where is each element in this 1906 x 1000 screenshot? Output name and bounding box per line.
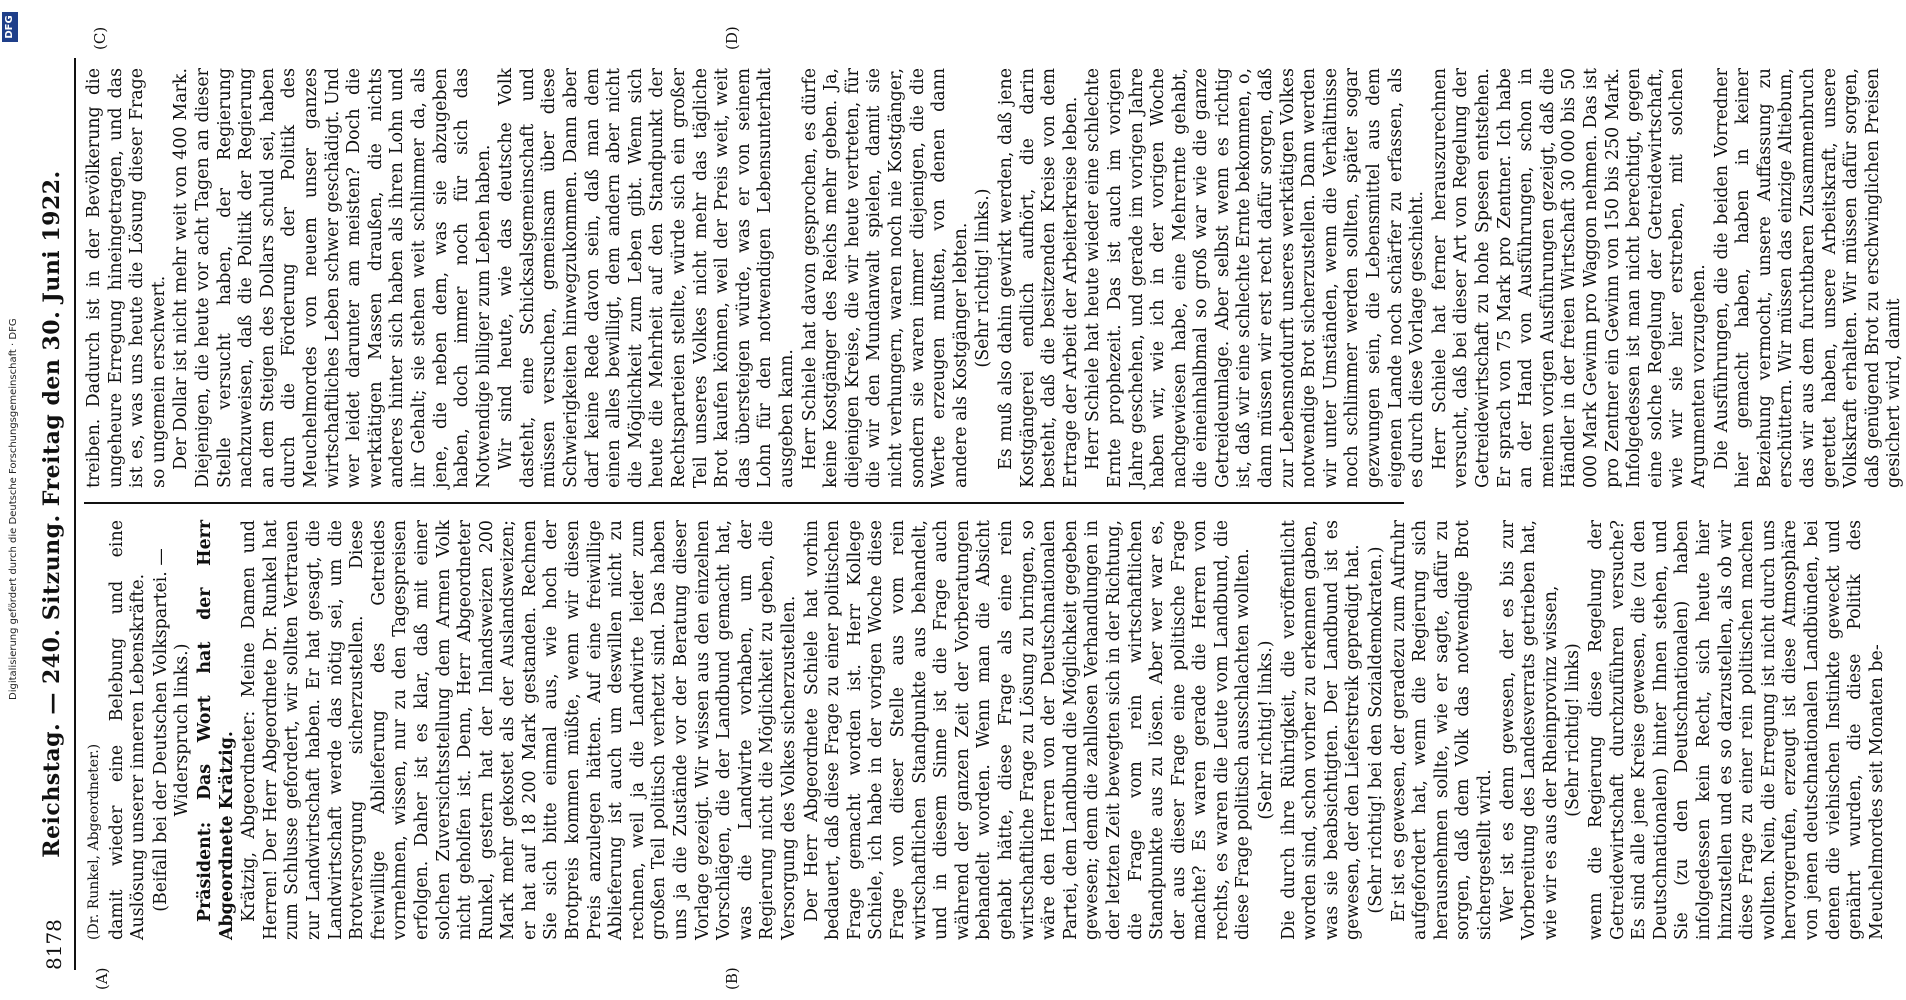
paragraph: Wer ist es denn gewesen, der es bis zur Vorbereitung des Landesverrats getrieben hat, wie wir es aus der Rheinprovinz wissen, [1497, 520, 1561, 940]
column-right [84, 68, 1905, 488]
interjection: (Sehr richtig! links.) [973, 188, 994, 368]
paragraph: Herr Schiele hat ferner herauszurechnen versucht, daß bei dieser Art von Regelung der Getreidewirtschaft zu hohe Spesen entstehen. Er sprach von 75 Mark pro Zentner. Ich habe an der Hand von Ausführungen, schon in meinen vorigen Ausführungen gezeigt, daß die Händler in der freien Wirtschaft 30 000 bis 50 000 Mark Gewinn pro Waggon nehmen. Das ist pro Zentner ein Gewinn von 150 bis 250 Mark. Infolgedessen ist man nicht berechtigt, gegen eine solche Regelung der Getreidewirtschaft, wie wir sie hier erstreben, mit solchen Argumenten vorzugehen. [1429, 68, 1709, 488]
paragraph: Er ist es gewesen, der geradezu zum Aufruhr aufgefordert hat, wenn die Regierung sich herausnehmen sollte, wie er sagte, dafür zu sorgen, daß dem Volk das notwendige Brot sichergestellt wird. [1388, 520, 1495, 940]
paragraph: treiben. Dadurch ist in der Bevölkerung die ungeheure Erregung hineingetragen, und das ist es, was uns heute die Lösung dieser Frage so ungemein erschwert. [84, 68, 169, 488]
page-header [38, 58, 76, 970]
speech-opening: Krätzig, Abgeordneter: Meine Damen und Herren! Der Herr Abgeordnete Dr. Runkel hat zum Schlusse gefordert, wir sollten Vertrauen zur Landwirtschaft haben. Er hat gesagt, die Landwirtschaft werde das nötig sei, um die Brotversorgung sicherzustellen. Diese freiwillige Ablieferung des Getreides vornehmen, wissen, nur zu den Tagespreisen erfolgen. Daher ist es klar, daß mit einer solchen Zuversichtsstellung dem Armen Volk nicht geholfen ist. Denn, Herr Abgeordneter Runkel, gestern hat der Inlandsweizen 200 Mark mehr gekostet als der Auslandsweizen; er hat auf 18 200 Mark gestanden. Rechnen Sie sich bitte einmal aus, wie hoch der Brotpreis kommen müßte, wenn wir diesen Preis anzulegen hätten. Auf eine freiwillige Ablieferung ist auch um deswillen nicht zu rechnen, weil ja die Landwirte leider zum großen Teil politisch verhetzt sind. Das haben uns ja die Zustände vor der Beratung dieser Vorlage gezeigt. Wir wissen aus den einzelnen Vorschlägen, die der Landbund gemacht hat, was die Landwirte vorhaben, um der Regierung nicht die Möglichkeit zu geben, die Versorgung des Volkes sicherzustellen. [239, 520, 799, 940]
digitization-credit: Digitalisierung gefördert durch die Deutsche Forschungsgemeinschaft · DFG [8, 318, 19, 700]
paragraph: Die durch ihre Rührigkeit, die veröffentlicht worden sind, schon vorher zu erkennen gaben, was sie beabsichtigten. Der Landbund ist es gewesen, der den Lieferstreik gepredigt hat. [1278, 520, 1364, 940]
column-divider [84, 503, 1404, 505]
paragraph: Es muß also dahin gewirkt werden, daß jene Kostgängerei endlich aufhört, die darin besteht, daß die besitzenden Kreise von dem Ertrage der Arbeit der Arbeiterkreise leben. [995, 68, 1081, 488]
president-remark: Präsident: Das Wort hat der Herr Abgeordnete Krätzig. [194, 520, 237, 940]
interjection: (Beifall bei der Deutschen Volkspartei. — Widerspruch links.) [150, 548, 193, 912]
column-left [84, 520, 1887, 940]
paragraph: damit wieder eine Belebung und eine Auslösung unserer inneren Lebenskräfte. [106, 520, 149, 940]
interjection: (Sehr richtig! links) [1563, 643, 1584, 817]
margin-label-b: (B) [723, 967, 741, 990]
paragraph: wenn die Regierung diese Regelung der Getreidewirtschaft durchzuführen versuche? Es sind alle jene Kreise gewesen, die (zu den Deutschnationalen) hinter Ihnen stehen, und Sie (zu den Deutschnationalen) haben infolgedessen kein Recht, sich heute hier hinzustellen und es so darzustellen, als ob wir diese Frage zu einer rein politischen machen wollten. Nein, die Erregung ist nicht durch uns hervorgerufen, erzeugt ist diese Atmosphäre von jenen deutschnationalen Landbünden, bei denen die viehischen Instinkte geweckt und genährt wurden, die diese Politik des Meuchelmordes seit Monaten be- [1585, 520, 1887, 940]
interjection: (Sehr richtig! bei den Sozialdemokraten.) [1366, 546, 1387, 914]
interjection: (Sehr richtig! links.) [1256, 640, 1277, 820]
page-title: Reichstag. — 240. Sitzung. Freitag den 30. Juni 1922. [39, 170, 65, 858]
margin-label-d: (D) [723, 26, 741, 50]
margin-label-a: (A) [93, 967, 111, 990]
dfg-logo: DFG [2, 12, 18, 42]
margin-label-c: (C) [91, 26, 109, 50]
paragraph: Herr Schiele hat heute wieder eine schlechte Ernte prophezeit. Das ist auch im vorigen Jahre geschehen, und gerade im vorigen Jahre haben wir, wie ich in der vorigen Woche nachgewiesen habe, eine Mehrernte gehabt, die eineinhalbmal so groß war wie die ganze Getreideumlage. Aber selbst wenn es richtig ist, daß wir eine schlechte Ernte bekommen, o, dann müssen wir erst recht dafür sorgen, daß zur Lebensnotdurft unseres werktätigen Volkes notwendige Brot sicherzustellen. Dann werden wir unter Umständen, wenn die Verhältnisse noch schlimmer werden sollten, später sogar gezwungen sein, die Lebensmittel aus dem eigenen Lande noch schärfer zu erfassen, als es durch diese Vorlage geschieht. [1083, 68, 1428, 488]
paragraph: Der Herr Abgeordnete Schiele hat vorhin bedauert, daß diese Frage zu einer politischen Frage gemacht worden ist. Herr Kollege Schiele, ich habe in der vorigen Woche diese Frage von dieser Stelle aus vom rein wirtschaftlichen Standpunkte aus behandelt, und in diesem Sinne ist die Frage auch während der ganzen Zeit der Vorberatungen behandelt worden. Wenn man die Absicht gehabt hätte, diese Frage als eine rein wirtschaftliche Frage zu Lösung zu bringen, so wäre den Herren von der Deutschnationalen Partei, dem Landbund die Möglichkeit gegeben gewesen; denn die zahllosen Verhandlungen in der letzten Zeit bewegten sich in der Richtung, die Frage vom rein wirtschaftlichen Standpunkte aus zu lösen. Aber wer war es, der aus dieser Frage eine politische Frage machte? Es waren gerade die Herren von rechts, es waren die Leute vom Landbund, die diese Frage politisch ausschlachten wollten. [801, 520, 1254, 940]
paragraph: Herr Schiele hat davon gesprochen, es dürfe keine Kostgänger des Reichs mehr geben. Ja, diejenigen Kreise, die wir heute vertreten, für die wir den Mundanwalt spielen, damit sie nicht verhungern, waren noch nie Kostgänger, sondern sie waren immer diejenigen, die die Werte erzeugen mußten, von denen dann andere als Kostgänger lebten. [799, 68, 971, 488]
paragraph: Der Dollar ist nicht mehr weit von 400 Mark. Diejenigen, die heute vor acht Tagen an dieser Stelle versucht haben, der Regierung nachzuweisen, daß die Politik der Regierung an dem Steigen des Dollars schuld sei, haben durch die Förderung der Politik des Meuchelmordes von neuem unser ganzes wirtschaftliches Leben schwer geschädigt. Und wer leidet darunter am meisten? Doch die werktätigen Massen draußen, die nichts anderes hinter sich haben als ihren Lohn und ihr Gehalt; sie stehen weit schlimmer da, als jene, die neben dem, was sie abzugeben haben, doch immer noch für sich das Notwendige billiger zum Leben haben. [171, 68, 494, 488]
page-number: 8178 [42, 919, 66, 970]
running-speaker: (Dr. Runkel, Abgeordneter.) [86, 743, 102, 940]
paragraph: Wir sind heute, wie das deutsche Volk dasteht, eine Schicksalsgemeinschaft und müssen versuchen, gemeinsam über diese Schwierigkeiten hinwegzukommen. Dann aber darf keine Rede davon sein, daß man dem einen alles bewilligt, dem andern aber nicht die Möglichkeit zum Leben gibt. Wenn sich heute die Mehrheit auf den Standpunkt der Rechtsparteien stellte, würde sich ein großer Teil unseres Volkes nicht mehr das tägliche Brot kaufen können, weil der Preis weit, weit das übersteigen würde, was er von seinem Lohn für den notwendigen Lebensunterhalt ausgeben kann. [496, 68, 797, 488]
paragraph: Die Ausführungen, die die beiden Vorredner hier gemacht haben, haben in keiner Beziehung vermocht, unsere Auffassung zu erschüttern. Wir müssen das einzige Altiebum, das wir aus dem furchtbaren Zusammenbruch gerettet haben, unsere Arbeitskraft, unsere Volkskraft erhalten. Wir müssen dafür sorgen, daß genügend Brot zu erschwinglichen Preisen gesichert wird, damit [1711, 68, 1905, 488]
